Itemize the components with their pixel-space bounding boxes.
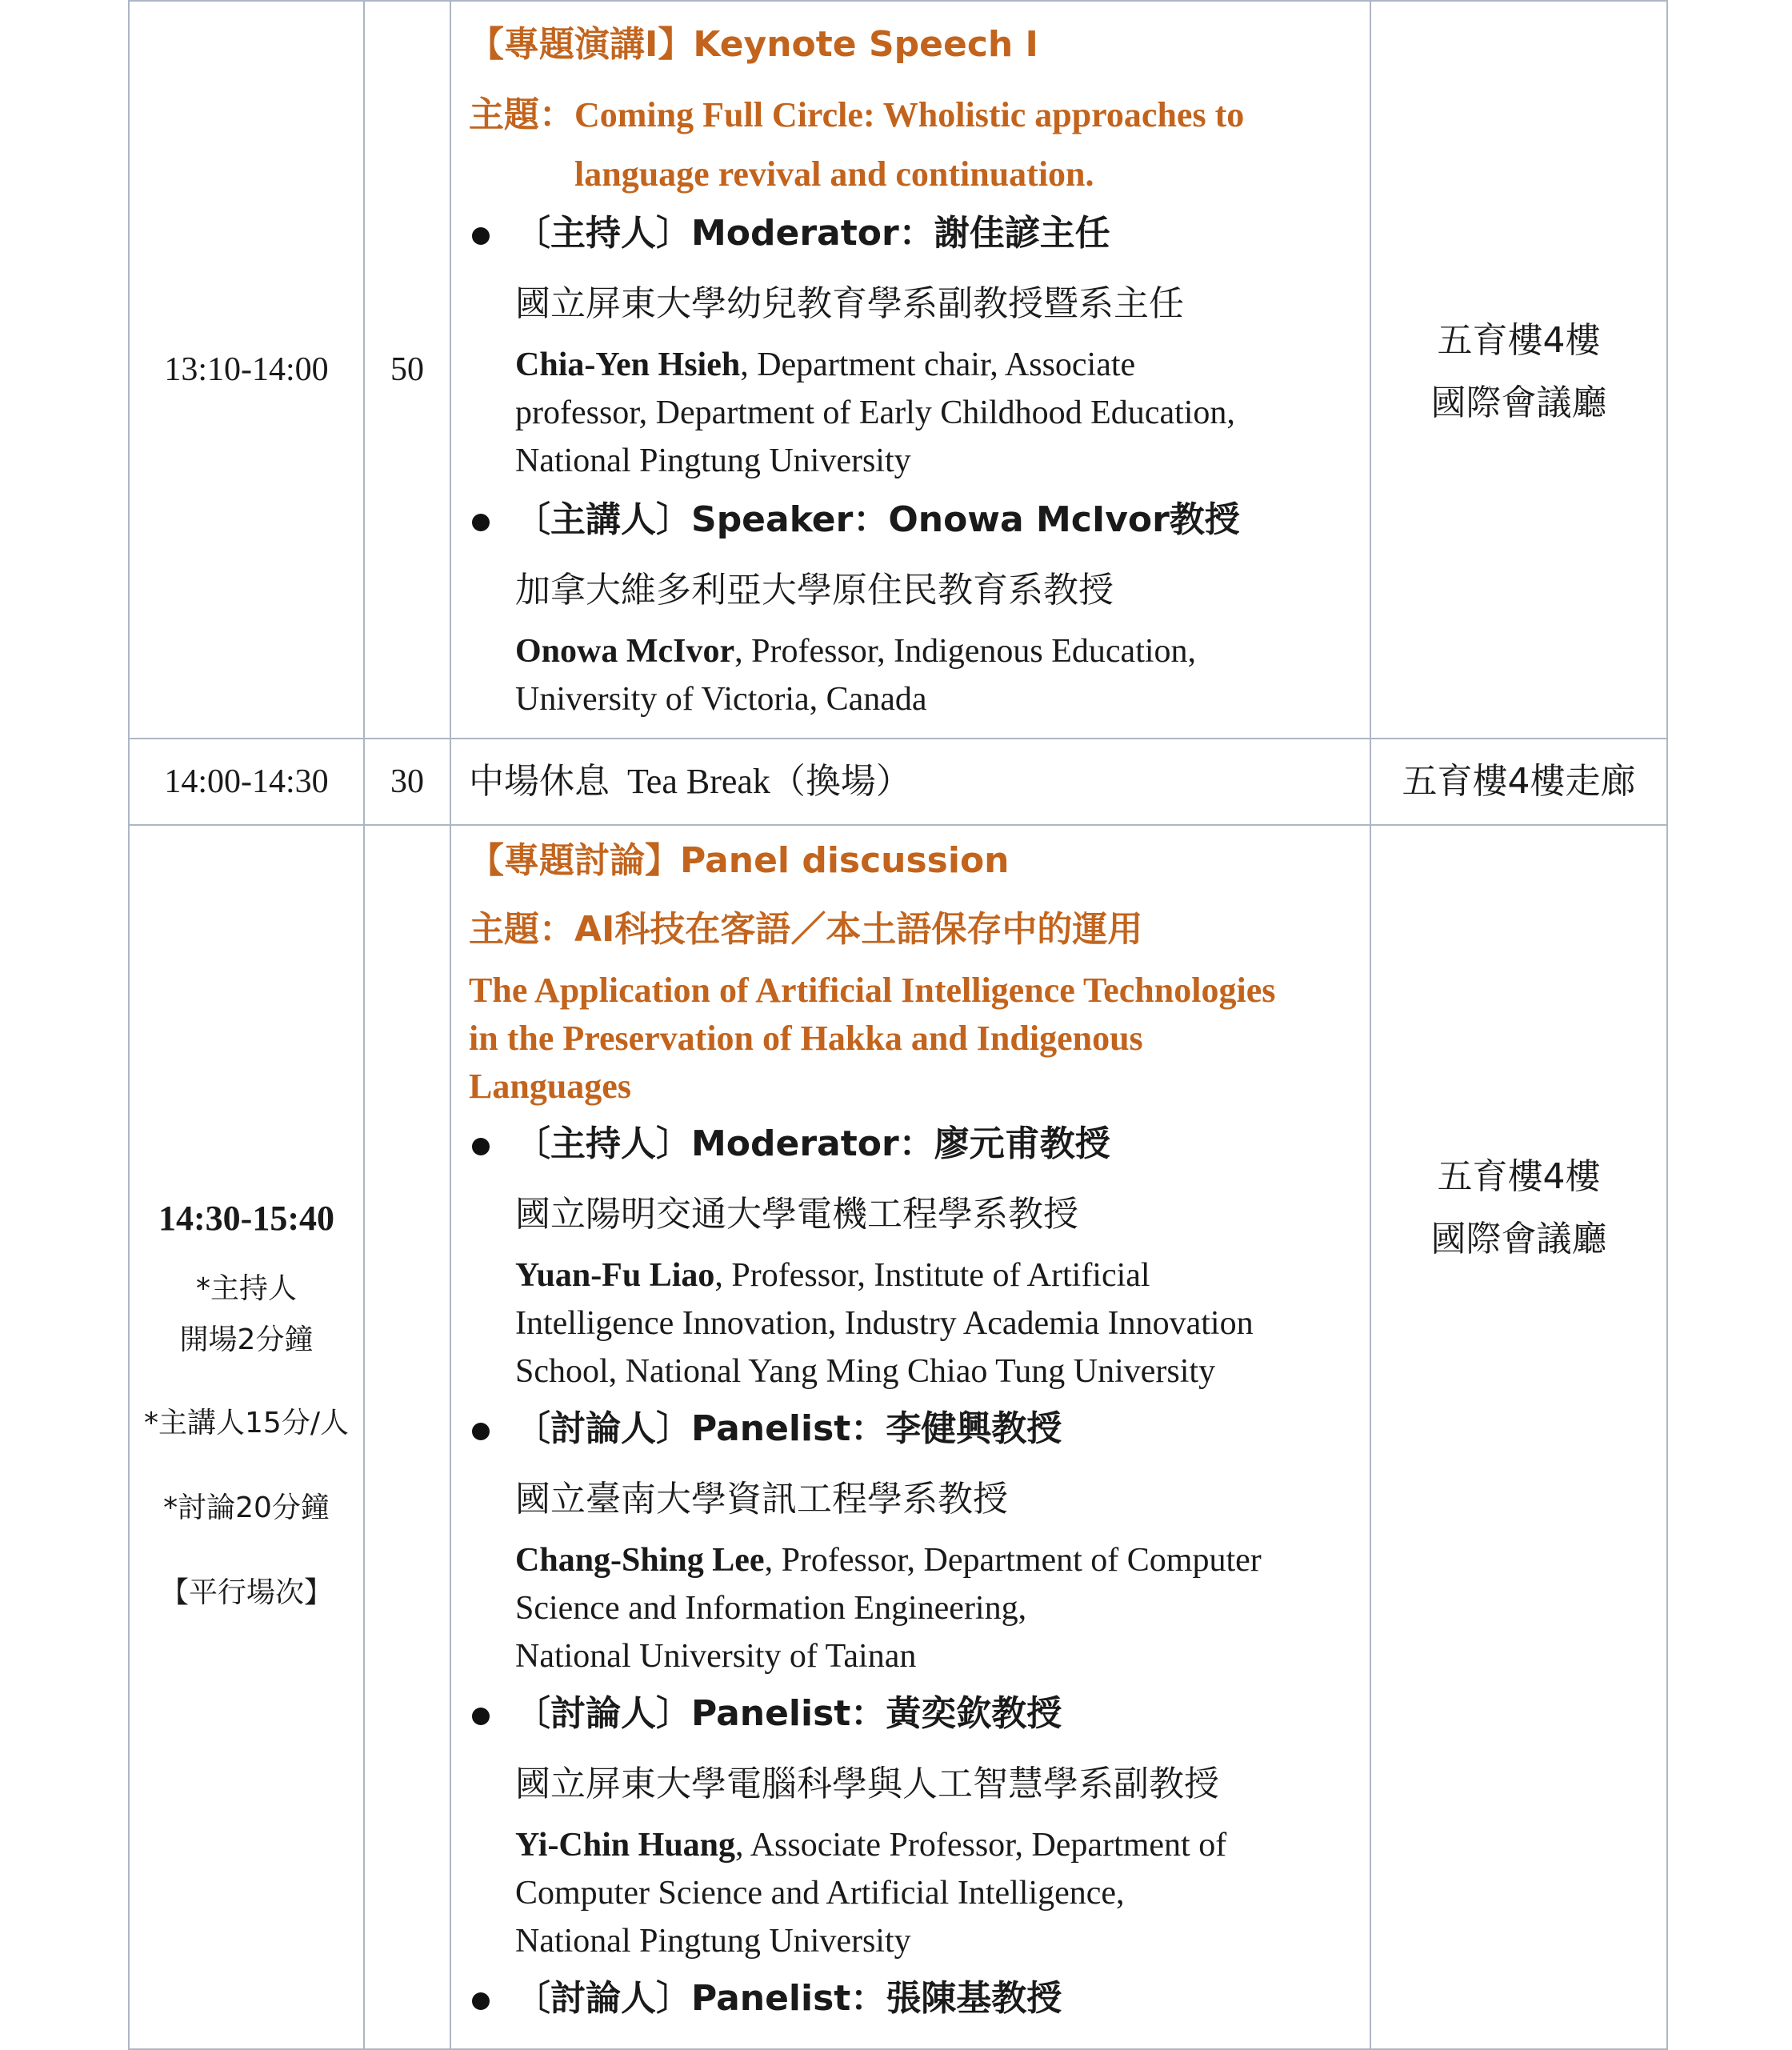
- content-cell: [450, 825, 1370, 2049]
- location-line-2: 國際會議廳: [1430, 1219, 1607, 1259]
- time-cell: [129, 1, 364, 739]
- person-affiliation-zh: 國立陽明交通大學電機工程學系教授: [515, 1194, 1078, 1235]
- minutes-text: 50: [390, 351, 424, 388]
- time-cell: [129, 825, 364, 2049]
- person-panelist: 〔討論人〕Panelist：黃奕欽教授: [469, 1690, 1370, 1738]
- person-affiliation-en-2: Science and Information Engineering,: [515, 1590, 1027, 1627]
- session-topic-en: The Application of Artificial Intelligence Technologies: [469, 971, 1276, 1010]
- bullet-icon: [472, 1708, 490, 1725]
- minutes-cell: [364, 739, 450, 825]
- agenda-row-break: [129, 739, 1667, 825]
- location-line-2: 國際會議廳: [1430, 382, 1607, 423]
- location-cell: [1370, 1, 1667, 739]
- note-opening: 開場2分鐘: [179, 1323, 314, 1356]
- person-affiliation-zh: 國立屏東大學幼兒教育學系副教授暨系主任: [515, 283, 1184, 324]
- bullet-icon: [472, 1423, 490, 1440]
- bullet-icon: [472, 1138, 490, 1155]
- person-affiliation-en-2: professor, Department of Early Childhood Education,: [515, 394, 1235, 431]
- person-affiliation-en-3: National Pingtung University: [515, 442, 911, 479]
- person-affiliation-en-2: Intelligence Innovation, Industry Academia Innovation: [515, 1305, 1254, 1342]
- location-text: 五育樓4樓走廊: [1402, 761, 1636, 802]
- session-topic: 主題：Coming Full Circle: Wholistic approaches to: [469, 94, 1245, 135]
- session-header: 【專題演講I】Keynote Speech I: [469, 24, 1038, 65]
- person-panelist: 〔討論人〕Panelist：李健興教授: [469, 1405, 1370, 1453]
- bullet-icon: [472, 1992, 490, 2010]
- content-cell: [450, 1, 1370, 739]
- session-topic-cont: language revival and continuation.: [574, 154, 1094, 194]
- person-affiliation-zh: 加拿大維多利亞大學原住民教育系教授: [515, 570, 1114, 611]
- note-moderator: *主持人: [195, 1272, 297, 1305]
- location-cell: [1370, 825, 1667, 2049]
- person-affiliation-en-3: National Pingtung University: [515, 1923, 911, 1960]
- note-parallel: 【平行場次】: [159, 1576, 333, 1609]
- note-discussion: *討論20分鐘: [163, 1491, 330, 1524]
- person-affiliation-en: Onowa McIvor, Professor, Indigenous Education,: [515, 633, 1197, 670]
- person-affiliation-zh: 國立臺南大學資訊工程學系教授: [515, 1479, 1008, 1519]
- session-topic-zh: 主題：AI科技在客語／本土語保存中的運用: [469, 909, 1143, 950]
- session-topic-en-2: in the Preservation of Hakka and Indigenous: [469, 1019, 1143, 1058]
- content-cell: [450, 739, 1370, 825]
- person-speaker: 〔主講人〕Speaker：Onowa McIvor教授: [469, 496, 1370, 544]
- bullet-icon: [472, 514, 490, 531]
- person-affiliation-en: Yi-Chin Huang, Associate Professor, Department of: [515, 1827, 1227, 1864]
- location-line-1: 五育樓4樓: [1437, 1156, 1601, 1197]
- person-affiliation-en-3: National University of Tainan: [515, 1638, 917, 1675]
- time-cell: [129, 739, 364, 825]
- person-affiliation-en-2: University of Victoria, Canada: [515, 681, 927, 718]
- session-header: 【專題討論】Panel discussion: [469, 840, 1010, 881]
- person-affiliation-en-3: School, National Yang Ming Chiao Tung University: [515, 1353, 1216, 1390]
- person-moderator: 〔主持人〕Moderator：廖元甫教授: [469, 1120, 1370, 1168]
- note-speaker: *主講人15分/人: [144, 1407, 349, 1439]
- person-affiliation-zh: 國立屏東大學電腦科學與人工智慧學系副教授: [515, 1764, 1219, 1804]
- person-moderator: 〔主持人〕Moderator：謝佳諺主任: [469, 210, 1370, 258]
- person-affiliation-en: Yuan-Fu Liao, Professor, Institute of Artificial: [515, 1257, 1150, 1294]
- person-affiliation-en-2: Computer Science and Artificial Intelligence,: [515, 1875, 1125, 1912]
- bullet-icon: [472, 227, 490, 245]
- minutes-cell: [364, 825, 450, 2049]
- agenda-row-keynote: [129, 1, 1667, 739]
- session-topic-en-3: Languages: [469, 1067, 631, 1106]
- location-cell: [1370, 739, 1667, 825]
- minutes-cell: [364, 1, 450, 739]
- person-affiliation-en: Chia-Yen Hsieh, Department chair, Associate: [515, 346, 1136, 383]
- person-panelist: 〔討論人〕Panelist：張陳基教授: [469, 1975, 1370, 2023]
- time-text: 14:30-15:40: [158, 1199, 334, 1238]
- time-text: 13:10-14:00: [164, 351, 329, 388]
- time-text: 14:00-14:30: [164, 763, 329, 800]
- location-line-1: 五育樓4樓: [1437, 320, 1601, 361]
- agenda-table: [128, 0, 1668, 2050]
- break-text: 中場休息 Tea Break（換場）: [469, 761, 911, 802]
- agenda-row-panel: [129, 825, 1667, 2049]
- person-affiliation-en: Chang-Shing Lee, Professor, Department of Computer: [515, 1542, 1262, 1579]
- minutes-text: 30: [390, 763, 424, 800]
